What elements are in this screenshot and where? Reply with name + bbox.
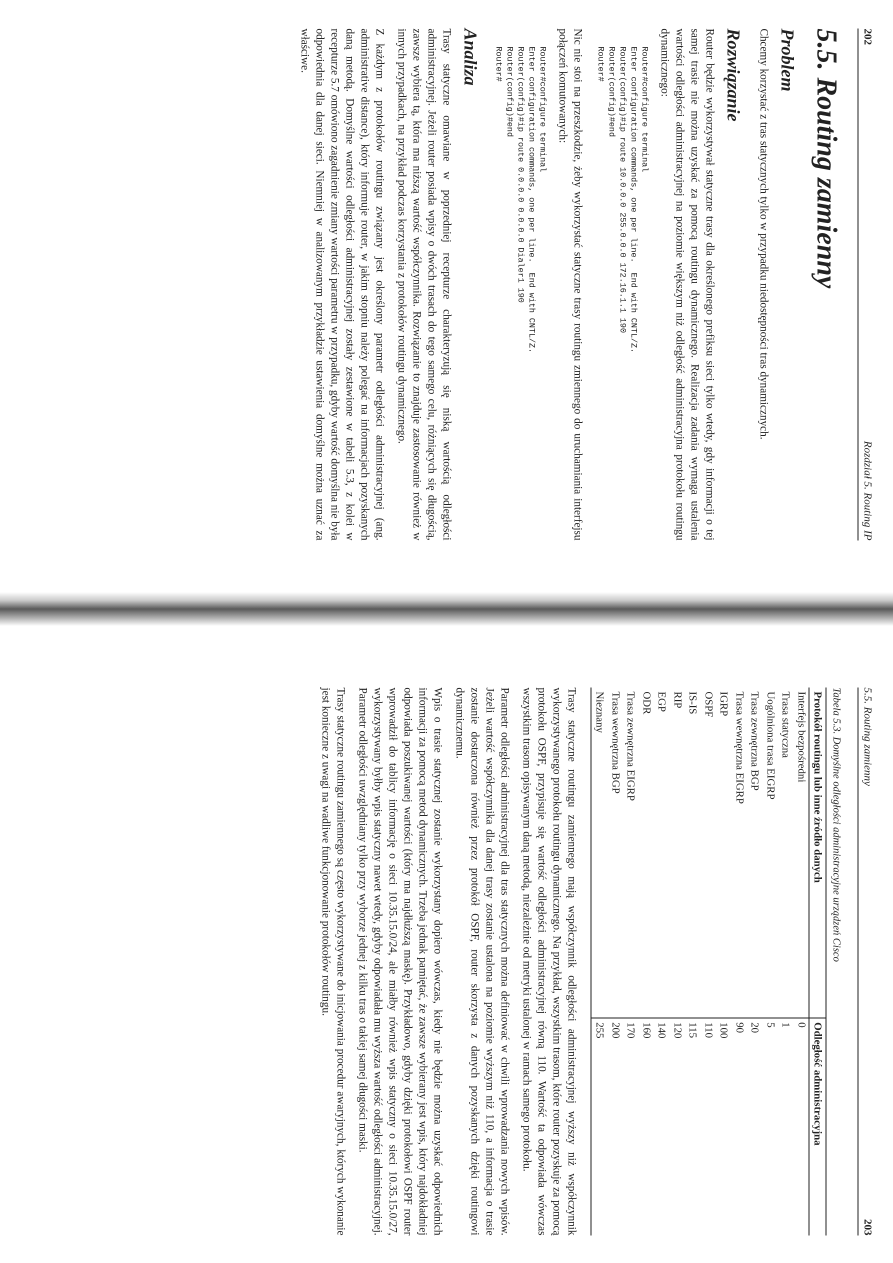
section-title: 5.5. Routing zamienny — [810, 28, 841, 288]
table-cell: IGRP — [717, 691, 730, 716]
table-cell: EGP — [655, 691, 668, 712]
table-cell: IS-IS — [686, 691, 699, 714]
code-line: Router(config)#ip route 10.0.0.0 255.0.0.0 172.16.1.1 190 — [617, 46, 627, 333]
table-row — [793, 687, 809, 1235]
table-caption: Tabela 5.3. Domyślne odległości administracyjne urządzeń Cisco — [830, 687, 841, 962]
table-row — [607, 687, 623, 1235]
table-cell: 120 — [669, 1017, 685, 1235]
code-line: Router(config)#end — [606, 46, 616, 137]
chapter-title: Rozdział 5. Routing IP — [861, 440, 873, 540]
body-paragraph: Wpis o trasie statycznej zostanie wykorzystany dopiero wówczas, kiedy nie będzie można uzyskać odpowiednich informacji za pomocą metod dynamicznych. Trzeba jednak pamiętać, że zawsze wybierany jest wpis, który najdokładniej odpowiada poszukiwanej wartości (który ma najdłuższą maskę). Przykładowo, gdyby dzięki protokołowi OSPF router wprowadził do tablicy informację o sieci 10.35.15.0/24, ale miałby również wpis statyczny o sieci 10.35.15.0/27, wykorzystywany byłby wpis statyczny nawet wtedy, gdyby odpowiadała mu wyższa wartość odległości administracyjnej. Parametr odległości uwzględniany tylko przy wyborze jednej z kilku tras o takiej samej długości maski. — [356, 687, 443, 1235]
table-cell: 110 — [700, 1017, 716, 1235]
page-number: 203 — [861, 1218, 873, 1235]
table-cell: 200 — [607, 1017, 623, 1235]
table-row — [700, 687, 716, 1235]
body-paragraph: Trasy statyczne routingu zamiennego mają współczynnik odległości administracyjnej wyższy niż współczynnik wykorzystywanego protokołu routingu dynamicznego. Na przykład, wszystkim trasom, które router pozyskuje za pomocą protokołu OSPF, przypisuje się wartość odległości administracyjnej równą 110. Wartość ta odpowiada wówczas wszystkim trasom opisywanym daną metodą, niezależnie od metryki ustalonej w ramach samego protokołu. — [520, 687, 577, 1235]
page-header — [857, 28, 873, 540]
book-spine-shadow — [0, 592, 893, 626]
table-row — [684, 687, 700, 1235]
code-line: Router# — [595, 46, 605, 82]
table-row — [731, 687, 747, 1235]
code-line: Enter configuration commands, one per line. End with CNTL/Z. — [526, 46, 536, 353]
code-line: Enter configuration commands, one per line. End with CNTL/Z. — [628, 46, 638, 353]
table-cell: Trasa statyczna — [779, 691, 792, 758]
running-section-title: 5.5. Routing zamienny — [861, 687, 873, 786]
code-line: Router# — [493, 46, 503, 82]
table-header-row — [809, 687, 826, 1235]
table-cell: 160 — [638, 1017, 654, 1235]
table-cell: Interfejs bezpośredni — [795, 691, 807, 782]
table-cell: 1 — [777, 1017, 793, 1235]
table-cell: 115 — [684, 1017, 700, 1235]
body-paragraph: Trasy statyczne routingu zamiennego są często wykorzystywane do inicjowania procedur awaryjnych, których wykonanie jest konieczne z uwagi na wadliwe funkcjonowanie protokołów routingu. — [319, 687, 346, 1235]
right-page — [0, 653, 893, 1263]
table-cell: 255 — [591, 1017, 607, 1235]
analysis-heading: Analiza — [460, 28, 480, 86]
table-cell: 170 — [622, 1017, 638, 1235]
table-row — [669, 687, 685, 1235]
table-row — [715, 687, 731, 1235]
table-cell: RIP — [671, 691, 683, 708]
table-cell: 20 — [746, 1017, 762, 1235]
table-cell: Trasa zewnętrzna BGP — [748, 691, 761, 791]
table-cell: 5 — [762, 1017, 778, 1235]
problem-heading: Problem — [777, 28, 797, 91]
admin-distance-table — [590, 687, 826, 1235]
table-cell: 100 — [715, 1017, 731, 1235]
table-cell: Trasa wewnętrzna EIGRP — [733, 691, 745, 804]
table-cell: 90 — [731, 1017, 747, 1235]
table-row — [591, 687, 607, 1235]
body-paragraph: Parametr odległości administracyjnej dla tras statycznych można definiować w chwili wprowadzania nowych wpisów. Jeżeli wartość współczynnika dla danej trasy zostanie ustalona na poziomie wyższym niż 110, a informacja o trasie zostanie dostarczona również przez protokół OSPF, router skorzysta z danych pozyskanych dzięki routingowi dynamicznemu. — [453, 687, 510, 1235]
solution-text: Router będzie wykorzystywał statyczne trasy dla określonego prefiksu sieci tylko wtedy, gdy informacji o tej samej trasie nie można uzyskać za pomocą routingu dynamicznego. Realizacja zadania wymaga ustalenia wartości odległości administracyjnej na poziomie większym niż odległość administracyjna protokołu routingu dynamicznego: — [658, 28, 715, 540]
table-cell: Uogólniona trasa EIGRP — [764, 691, 776, 799]
code-line: Router#configure terminal — [639, 46, 649, 172]
table-row — [746, 687, 762, 1235]
table-cell: Trasa wewnętrzna BGP — [609, 691, 621, 794]
code-line: Router#configure terminal — [537, 46, 547, 172]
solution-heading: Rozwiązanie — [723, 28, 743, 122]
table-row — [622, 687, 638, 1235]
table-cell: 140 — [653, 1017, 669, 1235]
code-line: Router(config)#ip route 0.0.0.0 0.0.0.0 Dialer1 190 — [515, 46, 525, 303]
table-row — [653, 687, 669, 1235]
page-number: 202 — [861, 28, 873, 45]
problem-text: Chcemy korzystać z tras statycznych tylko w przypadku niedostępności tras dynamicznych. — [757, 28, 769, 440]
table-row — [638, 687, 654, 1235]
table-row — [762, 687, 778, 1235]
code-listing-2 — [492, 46, 547, 540]
table-cell: Trasa zewnętrzna EIGRP — [624, 691, 637, 801]
table-cell: 0 — [793, 1017, 809, 1235]
column-header: Protokół routingu lub inne źródło danych — [809, 687, 826, 1017]
code-listing-1 — [594, 46, 649, 540]
table-cell: ODR — [640, 691, 652, 714]
column-header: Odległość administracyjna — [809, 1017, 826, 1235]
analysis-paragraph: Trasy statyczne omawiane w poprzedniej recepturze charakteryzują się niską wartością odległości administracyjnej. Jeżeli router posiada wpisy o dwóch trasach do tego samego celu, różniących się długością, zawsze wybiera tą, która ma niższą wartość współczynnika. Rozwiązanie to znajduje zastosowanie również w innych przypadkach, na przykład podczas korzystania z protokołów routingu dynamicznego. — [395, 28, 452, 540]
code-line: Router(config)#end — [504, 46, 514, 137]
table-row — [777, 687, 793, 1235]
solution-text-2: Nic nie stoi na przeszkodzie, żeby wykorzystać statyczne trasy routingu zmiennego do uruchamiania interfejsu połączeń komutowanych: — [556, 28, 583, 540]
page-header — [857, 687, 873, 1235]
left-page — [0, 0, 893, 570]
table-cell: Nieznany — [591, 687, 607, 1017]
analysis-paragraph: Z każdym z protokołów routingu związany jest określony parametr odległości administracyjnej (ang. administrative distance), który informuje router, w jakim stopniu należy polegać na informacjach pozyskanych daną metodą. Domyślne wartości odległości administracyjnej zostały zestawione w tabeli 5.3, z kolei w recepturze 5.7 omówiono zagadnienie zmiany wartości parametru w przypadku, gdyby wartość domyślna nie była odpowiednia dla danej sieci. Niemniej w analizowanym przykładzie ustawienia domyślne można uznać za właściwe. — [298, 28, 385, 540]
table-cell: OSPF — [702, 691, 714, 717]
